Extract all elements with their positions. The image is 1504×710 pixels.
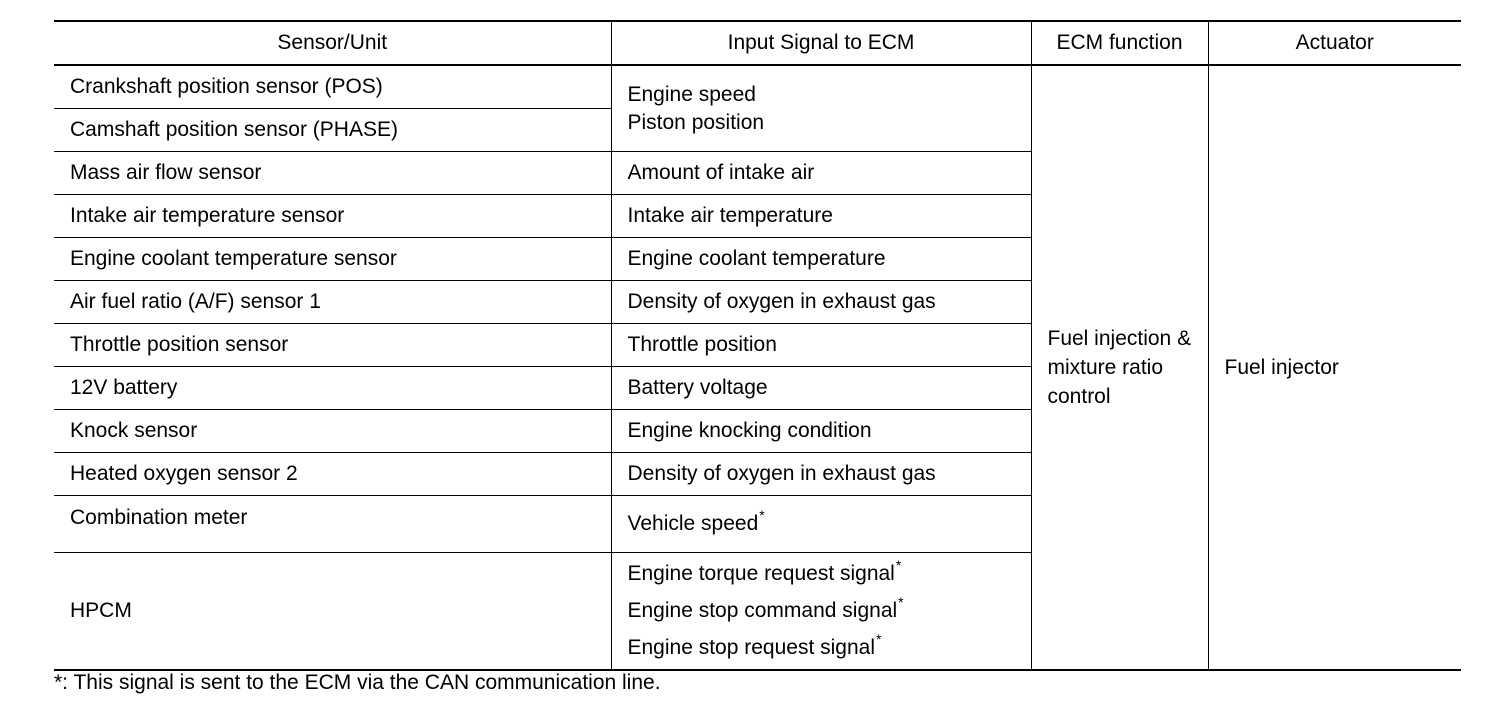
signal-text: Engine stop command signal <box>627 598 898 622</box>
signal-text: Vehicle speed <box>627 511 759 535</box>
signal-line <box>628 556 1031 593</box>
sensor-cell: Air fuel ratio (A/F) sensor 1 <box>54 281 611 324</box>
sensor-cell: Throttle position sensor <box>54 324 611 367</box>
signal-line: Engine speed <box>627 82 756 106</box>
signal-cell <box>611 553 1031 671</box>
footnote-marker: * <box>898 593 904 610</box>
ecm-io-table <box>54 20 1461 671</box>
signal-cell: Throttle position <box>611 324 1031 367</box>
header-ecm-function: ECM function <box>1031 21 1208 65</box>
footnote-marker: * <box>876 630 882 647</box>
sensor-cell: Heated oxygen sensor 2 <box>54 453 611 496</box>
sensor-cell: Engine coolant temperature sensor <box>54 238 611 281</box>
header-row <box>54 21 1461 65</box>
sensor-cell: Crankshaft position sensor (POS) <box>54 65 611 109</box>
signal-line <box>628 630 1031 667</box>
actuator-cell: Fuel injector <box>1208 65 1461 670</box>
ecm-function-cell <box>1031 65 1208 670</box>
footnote: *: This signal is sent to the ECM via the CAN communication line. <box>54 671 661 694</box>
signal-cell: Battery voltage <box>611 367 1031 410</box>
sensor-cell: Mass air flow sensor <box>54 152 611 195</box>
signal-line: Piston position <box>627 110 765 134</box>
sensor-cell: HPCM <box>54 553 611 671</box>
signal-line <box>628 593 1031 630</box>
signal-cell: Engine knocking condition <box>611 410 1031 453</box>
header-input-signal: Input Signal to ECM <box>611 21 1031 65</box>
table-row <box>54 65 1461 109</box>
footnote-marker: * <box>759 506 765 523</box>
ecm-function-line: & mixture ratio <box>1047 327 1192 379</box>
signal-text: Engine torque request signal <box>627 561 895 585</box>
sensor-cell: Knock sensor <box>54 410 611 453</box>
signal-cell: Intake air temperature <box>611 195 1031 238</box>
signal-cell: Amount of intake air <box>611 152 1031 195</box>
signal-cell: Engine coolant temperature <box>611 238 1031 281</box>
signal-cell: Density of oxygen in exhaust gas <box>611 453 1031 496</box>
header-actuator: Actuator <box>1208 21 1461 65</box>
sensor-cell: 12V battery <box>54 367 611 410</box>
signal-text: Engine stop request signal <box>627 635 875 659</box>
sensor-cell: Camshaft position sensor (PHASE) <box>54 109 611 152</box>
signal-cell <box>611 65 1031 152</box>
signal-cell <box>611 496 1031 553</box>
ecm-function-line: Fuel injection <box>1047 327 1172 350</box>
sensor-cell: Intake air temperature sensor <box>54 195 611 238</box>
sensor-cell: Combination meter <box>54 496 611 553</box>
ecm-function-line: control <box>1047 385 1111 408</box>
footnote-marker: * <box>895 556 902 573</box>
signal-cell: Density of oxygen in exhaust gas <box>611 281 1031 324</box>
header-sensor-unit: Sensor/Unit <box>54 21 611 65</box>
